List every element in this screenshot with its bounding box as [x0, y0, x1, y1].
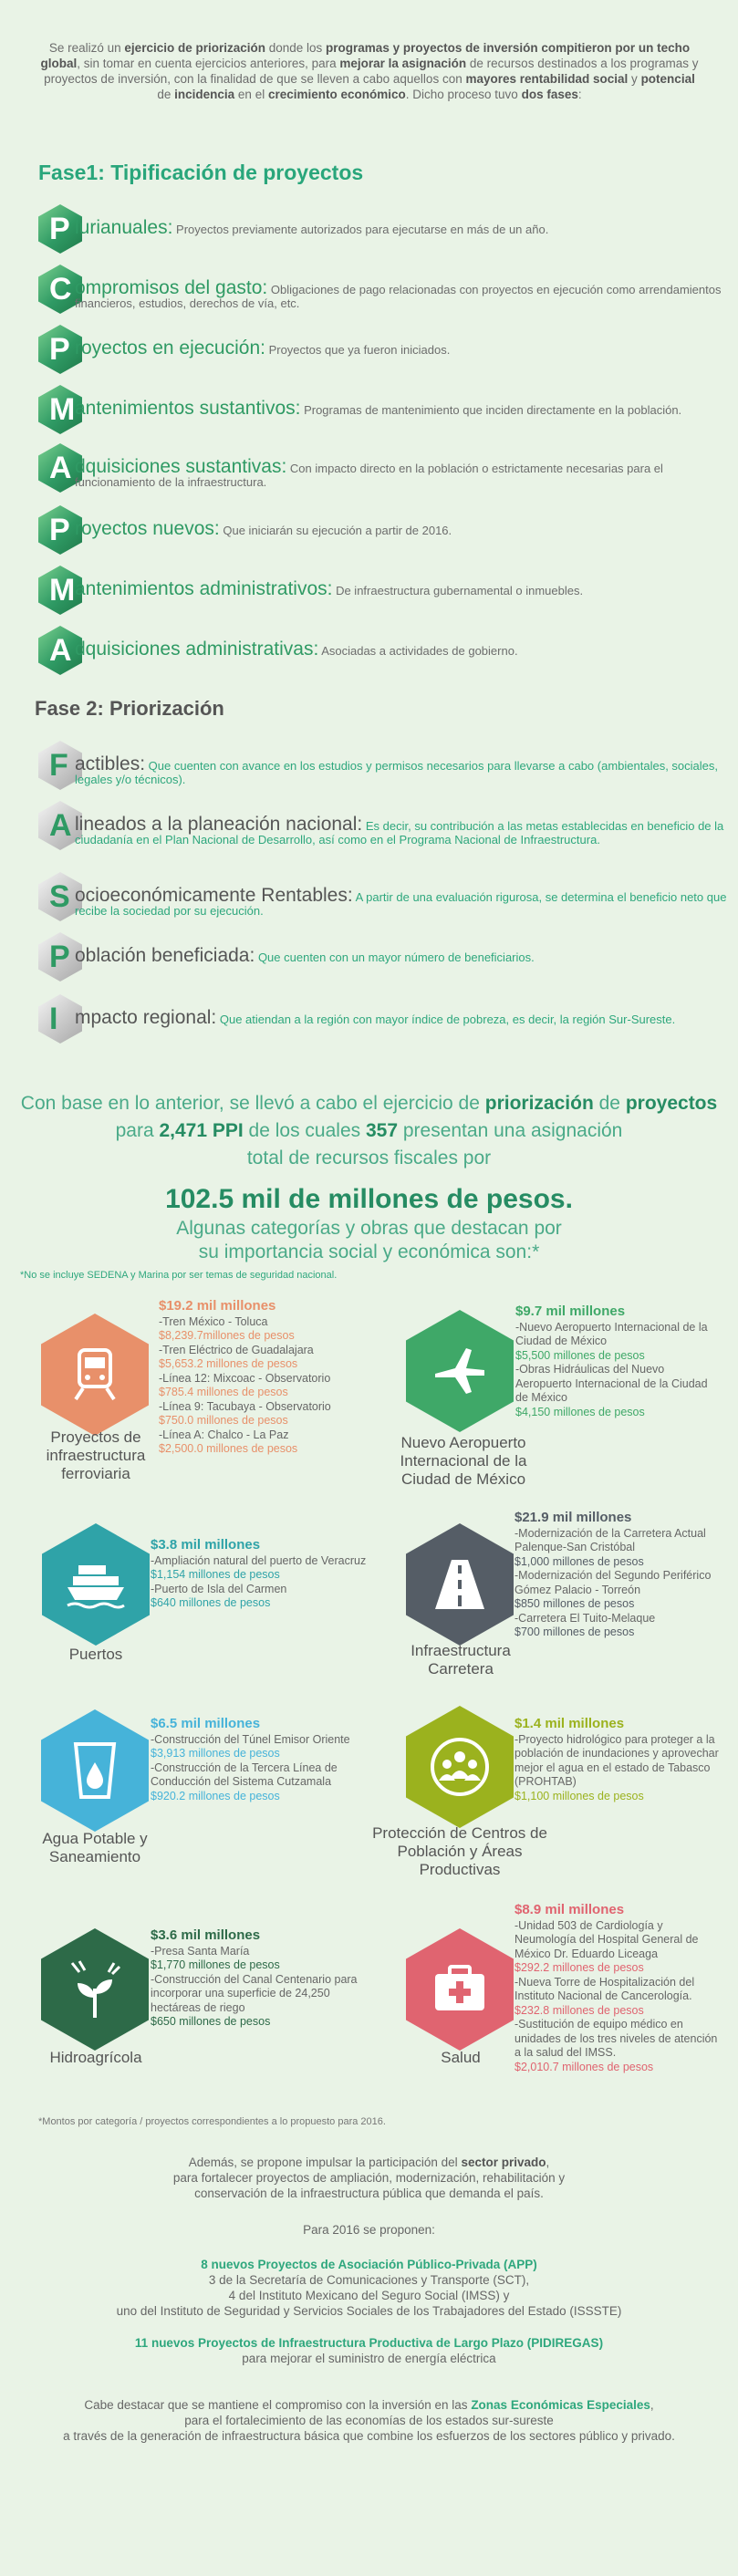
phase1-heading: Tipificación de proyectos — [110, 161, 364, 184]
intro-text: y — [628, 72, 641, 86]
closing-app — [18, 2257, 720, 2319]
sector-amount: $19.2 mil millones — [159, 1298, 276, 1314]
project-name: -Sustitución de equipo médico en unidades de los tres niveles de atención a la salud del IMSS. — [515, 2018, 718, 2059]
item-text — [75, 814, 737, 847]
item-text — [75, 945, 737, 966]
closing-line: a través de la generación de infraestructura básica que combine los esfuerzos de los sectores público y privado. — [63, 2429, 675, 2443]
intro-bold: mayores rentabilidad social — [465, 72, 629, 86]
summary-text: presentan una asignación — [398, 1120, 623, 1141]
phase2-title — [35, 697, 224, 721]
closing-pidiregas-title: 11 nuevos Proyectos de Infraestructura Productiva de Largo Plazo (PIDIREGAS) — [134, 2336, 604, 2350]
phase1-title — [38, 161, 363, 185]
sector-amount: $1.4 mil millones — [515, 1716, 625, 1731]
project-value: $3,913 millones de pesos — [151, 1747, 280, 1760]
project-value: $1,154 millones de pesos — [151, 1568, 280, 1581]
intro-text: . Dicho proceso tuvo — [405, 88, 522, 101]
sector-info-airport — [515, 1304, 721, 1419]
project-value: $8,239.7millones de pesos — [159, 1329, 295, 1342]
project-value: $650 millones de pesos — [151, 2015, 271, 2028]
item-desc: De infraestructura gubernamental o inmuebles. — [332, 584, 584, 597]
hex-letter: P — [49, 212, 70, 246]
sector-name-rail: Proyectos de infraestructura ferroviaria — [46, 1428, 146, 1482]
project-name: -Carretera El Tuito-Melaque — [515, 1611, 656, 1625]
plant-icon — [63, 1958, 127, 2021]
summary-text: de — [593, 1093, 626, 1114]
project-value: $292.2 millones de pesos — [515, 1961, 644, 1974]
summary-bold: 357 — [365, 1120, 399, 1141]
summary-line-1 — [0, 1091, 738, 1117]
project-name: -Obras Hidráulicas del Nuevo Aeropuerto Internacional de la Ciudad de México — [515, 1363, 708, 1404]
intro-text: en el — [234, 88, 268, 101]
project-name: -Nuevo Aeropuerto Internacional de la Ciudad de México — [515, 1320, 708, 1347]
item-text — [75, 398, 737, 419]
sector-name-airport: Nuevo Aeropuerto Internacional de la Ciudad de México — [400, 1434, 527, 1488]
sector-name-water: Agua Potable y Saneamiento — [42, 1830, 148, 1865]
item-desc: Proyectos que ya fueron iniciados. — [265, 343, 451, 357]
sector-info-roads — [515, 1511, 722, 1640]
project-value: $640 millones de pesos — [151, 1596, 271, 1609]
closing-private-sector — [18, 2155, 720, 2201]
item-term: royectos en ejecución: — [75, 338, 265, 358]
hex-letter: I — [49, 1002, 58, 1036]
item-term: lineados a la planeación nacional: — [75, 814, 363, 835]
summary-bold: priorización — [484, 1093, 594, 1114]
sector-info-protection — [515, 1717, 722, 1803]
phase2-prefix: Fase 2: — [35, 697, 109, 720]
item-term: ocioeconómicamente Rentables: — [75, 885, 353, 906]
item-desc: Programas de mantenimiento que inciden directamente en la población. — [300, 403, 682, 417]
closing-bold: sector privado — [461, 2155, 546, 2169]
item-text — [75, 639, 737, 660]
project-value: $700 millones de pesos — [515, 1626, 635, 1638]
closing-text: , — [546, 2155, 550, 2169]
project-value: $2,010.7 millones de pesos — [515, 2060, 654, 2073]
project-name: -Unidad 503 de Cardiología y Neumología del Hospital General de México Dr. Eduardo Liceaga — [515, 1918, 699, 1960]
item-desc: Que atiendan a la región con mayor índice de pobreza, es decir, la región Sur-Sureste. — [216, 1013, 676, 1026]
sector-amount: $8.9 mil millones — [515, 1902, 625, 1917]
item-term: ompromisos del gasto: — [75, 277, 268, 298]
sector-amount: $6.5 mil millones — [151, 1716, 261, 1731]
intro-bold: crecimiento económico — [267, 88, 406, 101]
item-term: antenimientos administrativos: — [75, 578, 333, 599]
item-desc: Con impacto directo en la población o estrictamente necesarias para el funcionamiento de la infraestructura. — [75, 462, 663, 489]
closing-text: Cabe destacar que se mantiene el compromiso con la inversión en las — [84, 2398, 472, 2412]
item-text — [75, 1007, 737, 1028]
total-amount: 102.5 mil de millones de pesos. — [165, 1184, 573, 1214]
sector-name-health: Salud — [441, 2049, 481, 2066]
intro-text: : — [577, 88, 582, 101]
project-value: $785.4 millones de pesos — [159, 1386, 288, 1398]
project-value: $850 millones de pesos — [515, 1597, 635, 1610]
intro-bold: potencial — [640, 72, 695, 86]
item-text — [75, 217, 737, 238]
item-desc: Obligaciones de pago relacionadas con proyectos en ejecución como arrendamientos financieros, estudios, derechos de vía, etc. — [75, 283, 722, 310]
item-term: dquisiciones sustantivas: — [75, 456, 287, 477]
sector-hexagon-protection — [406, 1706, 514, 1828]
hex-letter: M — [49, 392, 76, 427]
item-desc: Es decir, su contribución a las metas establecidas en beneficio de la ciudadanía en el Plan Nacional de Desarrollo, así como en el Programa Nacional de Infraestructura. — [75, 819, 724, 847]
project-name: -Proyecto hidrológico para proteger a la población de inundaciones y aprovechar mejor el agua en el estado de Tabasco (PROHTAB) — [515, 1732, 719, 1788]
project-value: $1,770 millones de pesos — [151, 1958, 280, 1971]
project-value: $1,100 millones de pesos — [515, 1789, 644, 1802]
intro-text: de recursos destinados a los programas y proyectos de inversión, con la finalidad de que se lleven a cabo aquellos con — [44, 57, 699, 86]
project-value: $4,150 millones de pesos — [515, 1405, 645, 1418]
intro-text: de — [157, 88, 175, 101]
item-term: lurianuales: — [75, 217, 173, 238]
sector-info-health — [515, 1903, 722, 2074]
project-name: -Puerto de Isla del Carmen — [151, 1582, 287, 1595]
item-desc: Que cuenten con avance en los estudios y permisos necesarios para llevarse a cabo (ambientales, sociales, legales y/o técnicos). — [75, 759, 719, 786]
subtitle-line-1: Algunas categorías y obras que destacan por — [176, 1218, 562, 1239]
closing-line: uno del Instituto de Seguridad y Servicios Sociales de los Trabajadores del Estado (ISSSTE) — [116, 2304, 622, 2318]
sector-name-roads: Infraestructura Carretera — [411, 1642, 511, 1678]
project-value: $1,000 millones de pesos — [515, 1554, 644, 1568]
intro-text: , sin tomar en cuenta ejercicios anteriores, para — [77, 57, 340, 70]
footnote-sedena: *No se incluye SEDENA y Marina por ser temas de seguridad nacional. — [20, 1270, 338, 1281]
train-icon — [63, 1343, 127, 1407]
closing-line: 4 del Instituto Mexicano del Seguro Social (IMSS) y — [228, 2289, 510, 2302]
closing-line: 3 de la Secretaría de Comunicaciones y Transporte (SCT), — [208, 2273, 530, 2287]
project-value: $750.0 millones de pesos — [159, 1414, 288, 1427]
footnote-amounts: *Montos por categoría / proyectos correspondientes a lo propuesto para 2016. — [38, 2116, 386, 2127]
item-term: oblación beneficiada: — [75, 945, 255, 966]
project-name: -Ampliación natural del puerto de Veracruz — [151, 1553, 367, 1567]
intro-bold: ejercicio de priorización — [124, 41, 265, 55]
airplane-icon — [428, 1339, 492, 1403]
closing-text: , — [650, 2398, 654, 2412]
subtitle-line-2: su importancia social y económica son:* — [198, 1241, 540, 1262]
closing-line — [18, 2155, 720, 2170]
medical-kit-icon — [428, 1958, 492, 2021]
project-value: $920.2 millones de pesos — [151, 1789, 280, 1802]
water-glass-icon — [63, 1739, 127, 1802]
project-value: $5,500 millones de pesos — [515, 1348, 645, 1362]
project-value: $2,500.0 millones de pesos — [159, 1442, 298, 1455]
item-term: actibles: — [75, 753, 146, 774]
summary-line-2 — [0, 1118, 738, 1144]
item-text — [75, 456, 737, 489]
hex-letter: P — [49, 940, 70, 974]
project-name: -Modernización del Segundo Periférico Gómez Palacio - Torreón — [515, 1569, 712, 1596]
item-desc: Que cuenten con un mayor número de beneficiarios. — [255, 950, 535, 964]
project-value: $5,653.2 millones de pesos — [159, 1357, 298, 1370]
intro-bold: dos fases — [521, 88, 578, 101]
sector-hexagon-hydroag — [41, 1928, 149, 2051]
item-text — [75, 753, 737, 786]
closing-line: conservación de la infraestructura pública que demanda el país. — [194, 2186, 544, 2200]
project-name: -Construcción del Canal Centenario para incorporar una superficie de 24,250 hectáreas de riego — [151, 1972, 358, 2014]
closing-pidiregas — [18, 2335, 720, 2366]
hex-letter: P — [49, 332, 70, 367]
sector-name-ports: Puertos — [68, 1646, 123, 1663]
hex-letter: S — [49, 879, 70, 914]
community-icon — [428, 1735, 492, 1799]
item-term: royectos nuevos: — [75, 518, 220, 539]
item-term: dquisiciones administrativas: — [75, 639, 319, 660]
sector-name-hydroag: Hidroagrícola — [49, 2049, 142, 2066]
sector-hexagon-rail — [41, 1314, 149, 1436]
sector-info-hydroag — [151, 1928, 369, 2030]
sector-hexagon-airport — [406, 1310, 514, 1432]
project-name: -Tren Eléctrico de Guadalajara — [159, 1343, 314, 1356]
item-term: antenimientos sustantivos: — [75, 398, 301, 419]
hex-letter: A — [49, 633, 72, 668]
closing-zee-term: Zonas Económicas Especiales — [471, 2398, 650, 2412]
project-name: -Construcción de la Tercera Línea de Conducción del Sistema Cutzamala — [151, 1761, 338, 1788]
hex-letter: A — [49, 808, 72, 843]
item-text — [75, 277, 737, 310]
road-icon — [428, 1553, 492, 1616]
sector-amount: $9.7 mil millones — [515, 1304, 626, 1319]
sector-name-protection: Protección de Centros de Población y Áreas Productivas — [372, 1824, 547, 1878]
sector-hexagon-roads — [406, 1523, 514, 1646]
project-name: -Línea A: Chalco - La Paz — [159, 1428, 289, 1441]
item-text — [75, 885, 737, 918]
summary-bold: 2,471 PPI — [159, 1120, 244, 1141]
hex-letter: P — [49, 513, 70, 547]
closing-line: para fortalecer proyectos de ampliación, modernización, rehabilitación y — [172, 2171, 566, 2185]
item-term: mpacto regional: — [75, 1007, 217, 1028]
summary-bold: proyectos — [625, 1093, 718, 1114]
project-name: -Nueva Torre de Hospitalización del Instituto Nacional de Cancerología. — [515, 1975, 695, 2002]
project-value: $232.8 millones de pesos — [515, 2003, 644, 2017]
closing-app-title: 8 nuevos Proyectos de Asociación Público-Privada (APP) — [201, 2258, 537, 2271]
closing-2016-heading: Para 2016 se proponen: — [303, 2223, 435, 2237]
summary-text: de los cuales — [243, 1120, 366, 1141]
hex-letter: M — [49, 573, 76, 608]
summary-text: para — [115, 1120, 160, 1141]
sector-hexagon-water — [41, 1709, 149, 1832]
intro-bold: mejorar la asignación — [339, 57, 467, 70]
sector-amount: $3.8 mil millones — [151, 1537, 261, 1553]
ship-icon — [64, 1553, 128, 1616]
sector-hexagon-health — [406, 1928, 514, 2051]
item-desc: Que iniciarán su ejecución a partir de 2016. — [219, 524, 452, 537]
summary-text: Con base en lo anterior, se llevó a cabo el ejercicio de — [20, 1093, 485, 1114]
hex-letter: A — [49, 451, 72, 485]
phase2-heading: Priorización — [109, 697, 224, 720]
item-text — [75, 518, 737, 539]
intro-bold: incidencia — [174, 88, 235, 101]
item-desc: A partir de una evaluación rigurosa, se determina el beneficio neto que recibe la sociedad por su ejecución. — [75, 890, 727, 918]
closing-line — [18, 2397, 720, 2413]
closing-text: Además, se propone impulsar la participación del — [188, 2155, 462, 2169]
sector-amount: $21.9 mil millones — [515, 1510, 632, 1525]
project-name: -Modernización de la Carretera Actual Palenque-San Cristóbal — [515, 1526, 706, 1553]
closing-zee — [18, 2397, 720, 2444]
item-desc: Proyectos previamente autorizados para ejecutarse en más de un año. — [172, 223, 549, 236]
intro-paragraph — [36, 40, 702, 102]
summary-subtitle — [0, 1217, 738, 1264]
sector-info-ports — [151, 1538, 369, 1611]
sector-amount: $3.6 mil millones — [151, 1927, 261, 1943]
summary-line-3: total de recursos fiscales por — [246, 1148, 492, 1169]
closing-line: para mejorar el suministro de energía eléctrica — [242, 2352, 496, 2365]
project-name: -Línea 12: Mixcoac - Observatorio — [159, 1371, 331, 1385]
intro-bold: programas y proyectos de inversión compitieron por un techo global — [40, 41, 691, 70]
item-text — [75, 338, 737, 358]
hex-letter: C — [49, 272, 72, 306]
sector-hexagon-ports — [42, 1523, 150, 1646]
project-name: -Presa Santa María — [151, 1944, 250, 1958]
sector-info-rail — [159, 1299, 359, 1457]
project-name: -Línea 9: Tacubaya - Observatorio — [159, 1399, 331, 1413]
intro-text: Se realizó un — [48, 41, 125, 55]
intro-text: donde los — [265, 41, 327, 55]
item-desc: Asociadas a actividades de gobierno. — [318, 644, 518, 658]
closing-line: para el fortalecimiento de las economías de los estados sur-sureste — [184, 2414, 554, 2427]
hex-letter: F — [49, 748, 68, 783]
item-text — [75, 578, 737, 599]
sector-info-water — [151, 1717, 369, 1803]
project-name: -Construcción del Túnel Emisor Oriente — [151, 1732, 350, 1746]
project-name: -Tren México - Toluca — [159, 1314, 268, 1328]
phase1-prefix: Fase1: — [38, 161, 111, 184]
